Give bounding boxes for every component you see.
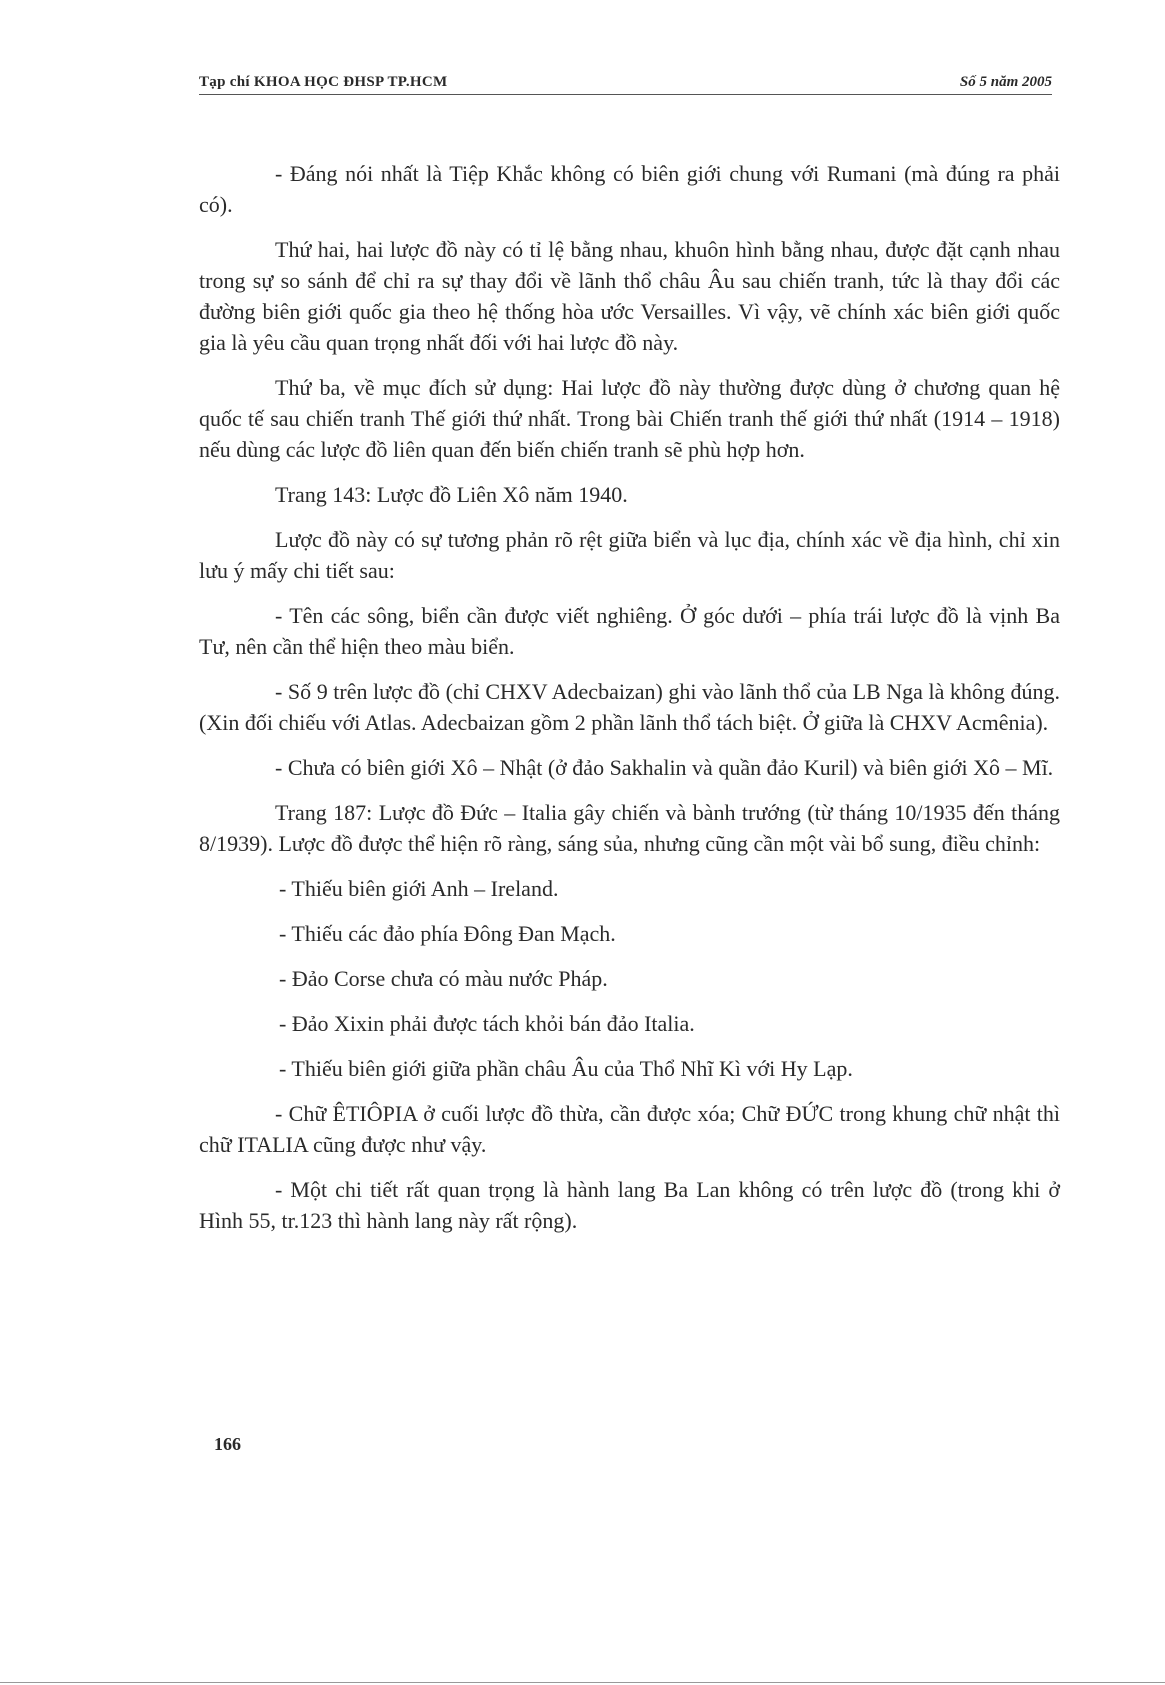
paragraph: - Chữ ÊTIÔPIA ở cuối lược đồ thừa, cần được xóa; Chữ ĐỨC trong khung chữ nhật thì chữ ITALIA cũng được như vậy. (199, 1101, 1060, 1157)
issue-label: Số 5 năm 2005 (959, 74, 1052, 90)
journal-title: Tạp chí KHOA HỌC ĐHSP TP.HCM (199, 74, 448, 90)
paragraph: - Chưa có biên giới Xô – Nhật (ở đảo Sakhalin và quần đảo Kuril) và biên giới Xô – Mĩ. (275, 755, 1054, 780)
list-item: - Thiếu biên giới giữa phần châu Âu của Thổ Nhĩ Kì với Hy Lạp. (279, 1056, 853, 1081)
paragraph: - Tên các sông, biển cần được viết nghiêng. Ở góc dưới – phía trái lược đồ là vịnh Ba Tư, nên cần thể hiện theo màu biển. (199, 603, 1060, 659)
paragraph: Trang 187: Lược đồ Đức – Italia gây chiến và bành trướng (từ tháng 10/1935 đến tháng 8/1939). Lược đồ được thể hiện rõ ràng, sáng sủa, nhưng cũng cần một vài bổ sung, điều chỉnh: (199, 800, 1060, 856)
scan-edge-line (0, 1682, 1165, 1683)
paragraph: - Một chi tiết rất quan trọng là hành lang Ba Lan không có trên lược đồ (trong khi ở Hình 55, tr.123 thì hành lang này rất rộng). (199, 1177, 1060, 1233)
page-number: 166 (214, 1434, 241, 1454)
paragraph: Lược đồ này có sự tương phản rõ rệt giữa biển và lục địa, chính xác về địa hình, chỉ xin lưu ý mấy chi tiết sau: (199, 527, 1060, 583)
paragraph: Thứ ba, về mục đích sử dụng: Hai lược đồ này thường được dùng ở chương quan hệ quốc tế sau chiến tranh Thế giới thứ nhất. Trong bài Chiến tranh thế giới thứ nhất (1914 – 1918) nếu dùng các lược đồ liên quan đến biến chiến tranh sẽ phù hợp hơn. (199, 375, 1060, 462)
page-header (199, 70, 1052, 95)
paragraph: - Số 9 trên lược đồ (chỉ CHXV Adecbaizan) ghi vào lãnh thổ của LB Nga là không đúng. (Xin đối chiếu với Atlas. Adecbaizan gồm 2 phần lãnh thổ tách biệt. Ở giữa là CHXV Acmênia). (199, 679, 1060, 735)
list-item: - Đảo Xixin phải được tách khỏi bán đảo Italia. (279, 1011, 695, 1036)
list-item: - Đảo Corse chưa có màu nước Pháp. (279, 966, 608, 991)
paragraph: Thứ hai, hai lược đồ này có tỉ lệ bằng nhau, khuôn hình bằng nhau, được đặt cạnh nhau trong sự so sánh để chỉ ra sự thay đổi về lãnh thổ châu Âu sau chiến tranh, tức là thay đổi các đường biên giới quốc gia theo hệ thống hòa ước Versailles. Vì vậy, vẽ chính xác biên giới quốc gia là yêu cầu quan trọng nhất đối với hai lược đồ này. (199, 237, 1060, 355)
paragraph: - Đáng nói nhất là Tiệp Khắc không có biên giới chung với Rumani (mà đúng ra phải có). (199, 161, 1060, 217)
paragraph: Trang 143: Lược đồ Liên Xô năm 1940. (275, 482, 628, 507)
article-body (199, 158, 1060, 1250)
list-item: - Thiếu các đảo phía Đông Đan Mạch. (279, 921, 616, 946)
list-item: - Thiếu biên giới Anh – Ireland. (279, 876, 559, 901)
